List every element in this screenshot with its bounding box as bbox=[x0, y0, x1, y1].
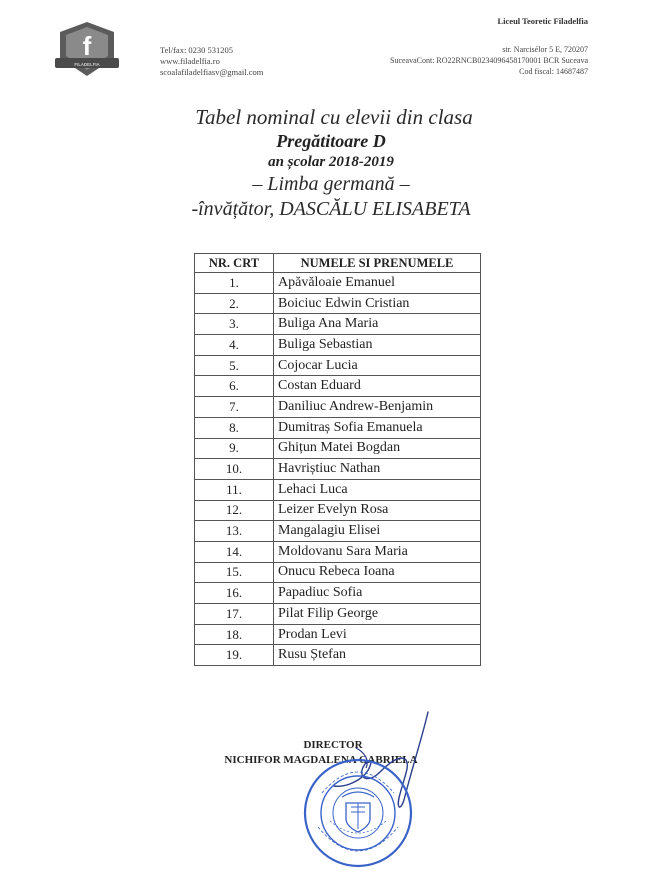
school-logo-icon bbox=[52, 18, 122, 82]
student-name: Costan Eduard bbox=[274, 376, 481, 397]
student-name: Mangalagiu Elisei bbox=[274, 521, 481, 542]
column-header-name: NUMELE SI PRENUMELE bbox=[274, 254, 481, 273]
svg-text:f: f bbox=[82, 31, 92, 61]
school-bank-account: SuceavaCont: RO22RNCB0234096458170001 BCR Suceava bbox=[390, 56, 588, 65]
row-number: 1. bbox=[195, 273, 274, 294]
row-number: 9. bbox=[195, 438, 274, 459]
student-name: Buliga Ana Maria bbox=[274, 314, 481, 335]
student-name: Daniliuc Andrew-Benjamin bbox=[274, 397, 481, 418]
title-line: Tabel nominal cu elevii din clasa bbox=[195, 105, 473, 129]
student-name: Havriștiuc Nathan bbox=[274, 459, 481, 480]
table-row bbox=[195, 293, 481, 314]
email: scoalafiladelfiasv@gmail.com bbox=[160, 67, 264, 77]
table-header-row bbox=[195, 254, 481, 273]
website: www.filadelfia.ro bbox=[160, 56, 220, 66]
school-address: str. Narcisélor 5 E, 720207 bbox=[502, 45, 588, 54]
row-number: 17. bbox=[195, 604, 274, 625]
table-row bbox=[195, 417, 481, 438]
table-row bbox=[195, 438, 481, 459]
subject: – Limba germană – bbox=[252, 173, 410, 195]
student-name: Dumitraș Sofia Emanuela bbox=[274, 417, 481, 438]
row-number: 3. bbox=[195, 314, 274, 335]
student-name: Papadiuc Sofia bbox=[274, 583, 481, 604]
row-number: 15. bbox=[195, 562, 274, 583]
row-number: 16. bbox=[195, 583, 274, 604]
table-row bbox=[195, 459, 481, 480]
student-name: Cojocar Lucia bbox=[274, 355, 481, 376]
official-stamp-icon bbox=[302, 757, 414, 869]
table-row bbox=[195, 314, 481, 335]
teacher: -învățător, DASCĂLU ELISABETA bbox=[191, 198, 471, 220]
student-name: Pilat Filip George bbox=[274, 604, 481, 625]
table-row bbox=[195, 273, 481, 294]
row-number: 19. bbox=[195, 645, 274, 666]
table-row bbox=[195, 521, 481, 542]
student-name: Ghițun Matei Bogdan bbox=[274, 438, 481, 459]
row-number: 18. bbox=[195, 624, 274, 645]
student-name: Buliga Sebastian bbox=[274, 335, 481, 356]
row-number: 14. bbox=[195, 541, 274, 562]
student-name: Prodan Levi bbox=[274, 624, 481, 645]
school-info bbox=[390, 44, 588, 77]
school-name: Liceul Teoretic Filadelfia bbox=[497, 16, 588, 26]
row-number: 8. bbox=[195, 417, 274, 438]
contact-info bbox=[160, 45, 263, 78]
table-row bbox=[195, 479, 481, 500]
table-row bbox=[195, 624, 481, 645]
row-number: 13. bbox=[195, 521, 274, 542]
student-name: Boiciuc Edwin Cristian bbox=[274, 293, 481, 314]
student-table bbox=[194, 253, 481, 666]
table-row bbox=[195, 397, 481, 418]
column-header-nr: NR. CRT bbox=[195, 254, 274, 273]
table-row bbox=[195, 335, 481, 356]
table-row bbox=[195, 562, 481, 583]
student-name: Onucu Rebeca Ioana bbox=[274, 562, 481, 583]
student-name: Moldovanu Sara Maria bbox=[274, 541, 481, 562]
class-name: Pregătitoare D bbox=[276, 131, 386, 151]
table-row bbox=[195, 541, 481, 562]
row-number: 6. bbox=[195, 376, 274, 397]
row-number: 10. bbox=[195, 459, 274, 480]
row-number: 4. bbox=[195, 335, 274, 356]
student-name: Apăvăloaie Emanuel bbox=[274, 273, 481, 294]
svg-text:FILADELFIA: FILADELFIA bbox=[74, 62, 100, 67]
student-name: Leizer Evelyn Rosa bbox=[274, 500, 481, 521]
table-row bbox=[195, 645, 481, 666]
row-number: 12. bbox=[195, 500, 274, 521]
student-name: Rusu Ștefan bbox=[274, 645, 481, 666]
student-name: Lehaci Luca bbox=[274, 479, 481, 500]
table-row bbox=[195, 583, 481, 604]
row-number: 7. bbox=[195, 397, 274, 418]
table-row bbox=[195, 604, 481, 625]
title-block bbox=[0, 104, 662, 222]
row-number: 5. bbox=[195, 355, 274, 376]
school-fiscal-code: Cod fiscal: 14687487 bbox=[519, 67, 588, 76]
table-row bbox=[195, 376, 481, 397]
table-row bbox=[195, 500, 481, 521]
phone: Tel/fax: 0230 531205 bbox=[160, 45, 234, 55]
director-name: NICHIFOR MAGDALENA GABRIELA bbox=[224, 754, 418, 766]
row-number: 2. bbox=[195, 293, 274, 314]
row-number: 11. bbox=[195, 479, 274, 500]
director-title: DIRECTOR bbox=[303, 739, 363, 751]
school-year: an școlar 2018-2019 bbox=[268, 154, 394, 170]
table-row bbox=[195, 355, 481, 376]
